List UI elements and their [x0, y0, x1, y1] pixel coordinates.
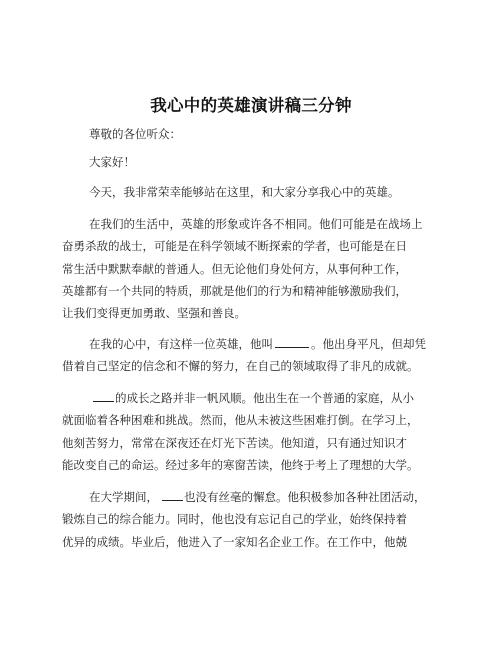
- page-title: 我心中的英雄演讲稿三分钟: [150, 96, 352, 115]
- name-blank: [275, 335, 309, 348]
- paragraph-1: [62, 213, 448, 324]
- paragraph-line: [62, 387, 448, 409]
- text-segment: 也没有丝毫的懈怠。他积极参加各种社团活动，: [184, 490, 426, 504]
- name-blank: [162, 488, 183, 501]
- paragraph-line: 在我们的生活中，英雄的形象或许各不相同。他们可能是在战场上: [89, 217, 423, 231]
- intro-paragraph: [62, 181, 448, 203]
- paragraph-line: 优异的成绩。毕业后，他进入了一家知名企业工作。在工作中，他兢: [62, 534, 407, 549]
- paragraph-line: 常生活中默默奉献的普通人。但无论他们身处何方，从事何种工作，: [62, 261, 407, 276]
- paragraph-line: [62, 486, 448, 508]
- paragraph-line: 就面临着各种困难和挑战。然而，他从未被这些困难打倒。在学习上，: [62, 413, 419, 428]
- text-segment: 的成长之路并非一帆风顺。他出生在一个普通的家庭，从小: [115, 391, 414, 405]
- paragraph-2: [62, 333, 448, 378]
- paragraph-line: 英雄都有一个共同的特质，那就是他们的行为和精神能够激励我们，: [62, 283, 407, 298]
- greeting-paragraph: [62, 123, 448, 145]
- text-segment: 在我的心中，有这样一位英雄，他叫: [89, 337, 273, 351]
- intro-line: 今天，我非常荣幸能够站在这里，和大家分享我心中的英雄。: [89, 185, 400, 199]
- name-blank: [93, 389, 114, 402]
- paragraph-line: 锻炼自己的综合能力。同时，他也没有忘记自己的学业，始终保持着: [62, 512, 407, 527]
- paragraph-4: [62, 486, 448, 553]
- paragraph-line: [62, 333, 448, 355]
- paragraph-line: 借着自己坚定的信念和不懈的努力，在自己的领域取得了非凡的成就。: [62, 359, 419, 374]
- paragraph-line: 他刻苦努力，常常在深夜还在灯光下苦读。他知道，只有通过知识才: [62, 435, 407, 450]
- hello-line: 大家好！: [89, 155, 135, 169]
- text-segment: 。他出身平凡，但却凭: [311, 337, 426, 351]
- hello-paragraph: [62, 151, 448, 173]
- paragraph-line: 能改变自己的命运。经过多年的寒窗苦读，他终于考上了理想的大学。: [62, 457, 419, 472]
- greeting-line: 尊敬的各位听众：: [89, 127, 181, 141]
- text-segment: 在大学期间，: [89, 490, 158, 504]
- paragraph-3: [62, 387, 448, 476]
- paragraph-line: 奋勇杀敌的战士，可能是在科学领域不断探索的学者，也可能是在日: [62, 239, 407, 254]
- paragraph-line: 让我们变得更加勇敢、坚强和善良。: [62, 306, 246, 321]
